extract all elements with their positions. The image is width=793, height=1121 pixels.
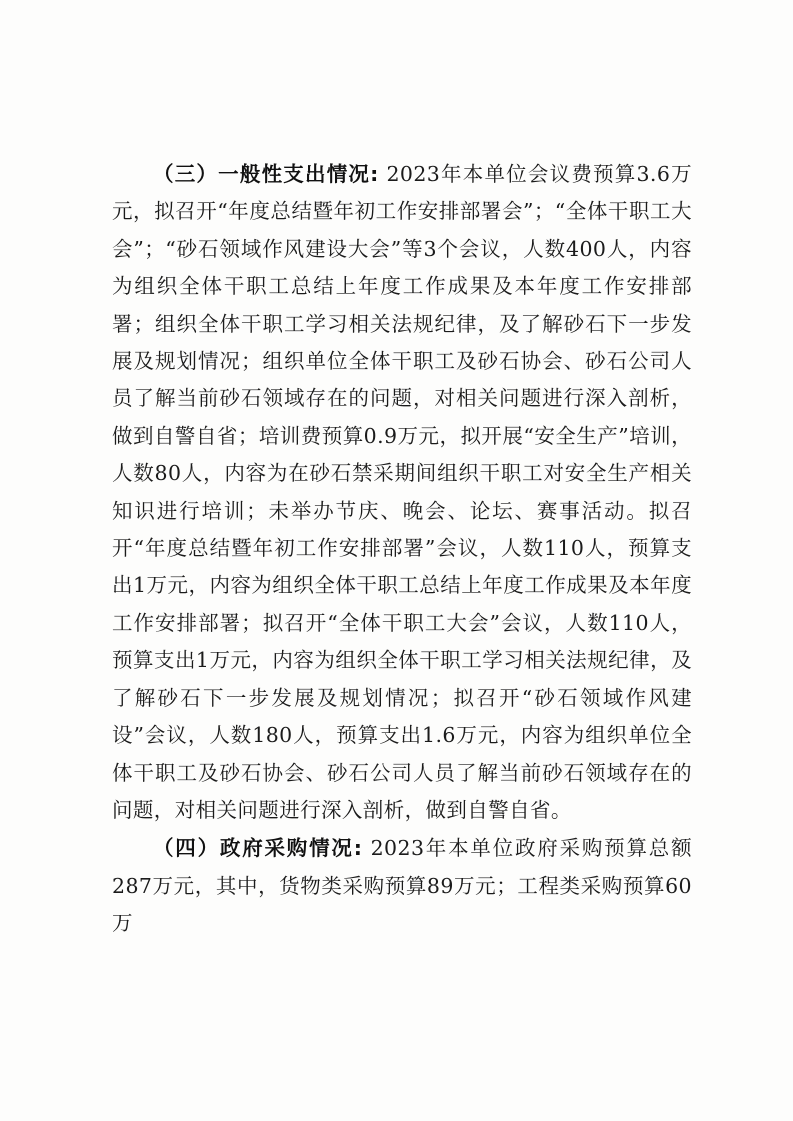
section-general-expenditure xyxy=(112,156,692,829)
document-body xyxy=(112,156,692,943)
section-text-government-procurement: 2023年本单位政府采购预算总额287万元，其中，货物类采购预算89万元；工程类采购预算60万 xyxy=(112,836,692,936)
section-heading-general-expenditure: （三）一般性支出情况: xyxy=(153,162,379,186)
section-government-procurement xyxy=(112,830,692,942)
section-text-general-expenditure: 2023年本单位会议费预算3.6万元，拟召开“年度总结暨年初工作安排部署会”；“全体干职工大会”；“砂石领域作风建设大会”等3个会议，人数400人，内容为组织全体干职工总结上年度工作成果及本年度工作安排部署；组织全体干职工学习相关法规纪律，及了解砂石下一步发展及规划情况；组织单位全体干职工及砂石协会、砂石公司人员了解当前砂石领域存在的问题，对相关问题进行深入剖析，做到自警自省；培训费预算0.9万元，拟开展“安全生产”培训，人数80人，内容为在砂石禁采期间组织干职工对安全生产相关知识进行培训；未举办节庆、晚会、论坛、赛事活动。拟召开“年度总结暨年初工作安排部署”会议，人数110人，预算支出1万元，内容为组织全体干职工总结上年度工作成果及本年度工作安排部署；拟召开“全体干职工大会”会议，人数110人，预算支出1万元，内容为组织全体干职工学习相关法规纪律，及了解砂石下一步发展及规划情况；拟召开“砂石领域作风建设”会议，人数180人，预算支出1.6万元，内容为组织单位全体干职工及砂石协会、砂石公司人员了解当前砂石领域存在的问题，对相关问题进行深入剖析，做到自警自省。 xyxy=(112,162,692,822)
section-heading-government-procurement: （四）政府采购情况: xyxy=(153,836,363,861)
